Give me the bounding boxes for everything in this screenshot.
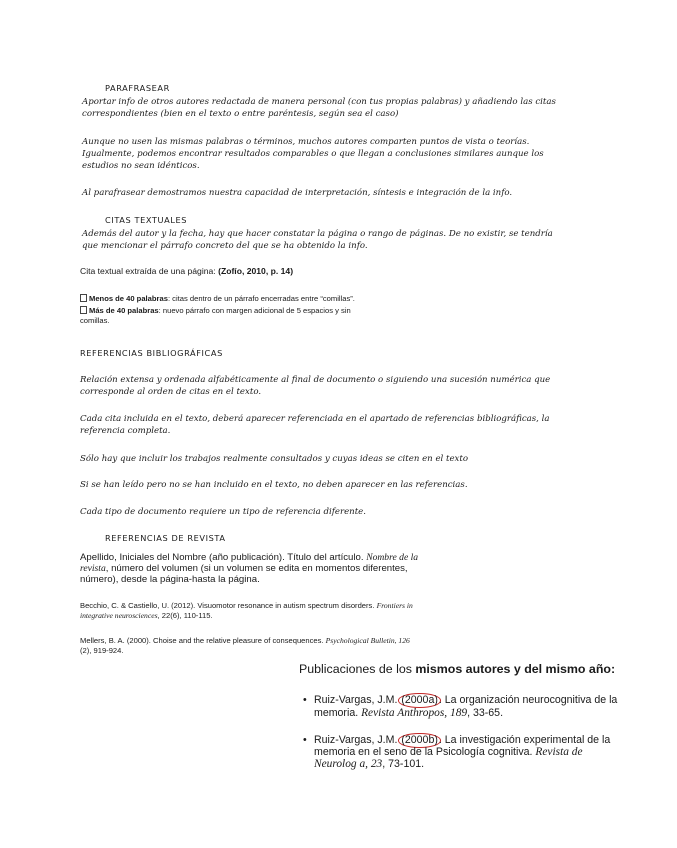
same-author-item2-line3 [314,758,424,771]
revista-heading: REFERENCIAS DE REVISTA [105,533,226,543]
ref2-journal: Psychological Bulletin, 126 [325,636,410,645]
referencias-p1-line1: Relación extensa y ordenada alfabéticamente al final de documento o siguiendo una sucesión numérica que [80,375,551,385]
bullet-2: • [303,734,307,746]
parafrasear-p1-line2: correspondientes (bien en el texto o entre paréntesis, según sea el caso) [82,109,399,119]
bullet-over-40-bold: Más de 40 palabras [89,306,159,315]
bullet-over-40 [80,306,351,315]
citation-example-label: Cita textual extraída de una página: [80,266,219,276]
bullet-under-40 [80,294,355,303]
item2-year-circled: (2000b) [398,733,441,748]
same-author-item2-line1 [314,734,610,747]
bullet-over-40-text: : nuevo párrafo con margen adicional de 5 espacios y sin [158,306,351,315]
item2-author: Ruiz-Vargas, J.M. [314,734,401,746]
referencias-p2-line1: Cada cita incluida en el texto, deberá aparecer referenciada en el apartado de referencias bibliográficas, la [80,414,550,424]
checkbox-glyph-icon [80,306,87,314]
item2-journal: Revista de [535,746,583,758]
same-author-item2-line2 [314,746,583,759]
item2-journal-cont: Neurolog a, 23 [314,758,383,770]
referencias-heading: REFERENCIAS BIBLIOGRÁFICAS [80,348,223,358]
citation-example [80,266,293,277]
item1-title: . La organización neurocognitiva de la [438,694,618,706]
reference-example-1-line1 [80,601,413,610]
item1-title-cont: memoria. [314,707,362,719]
citas-p1-line1: Además del autor y la fecha, hay que hacer constatar la página o rango de páginas. De no existir, se tendría [82,229,553,239]
journal-format-line1 [80,552,418,563]
journal-format-line3: número), desde la página-hasta la página. [80,574,260,585]
item1-author: Ruiz-Vargas, J.M. [314,694,401,706]
same-author-title-plain: Publicaciones de los [299,662,416,676]
referencias-p5: Cada tipo de documento requiere un tipo de referencia diferente. [80,507,366,517]
ref1-volume: , 22(6), 110-115. [157,611,213,620]
ref2-text: Mellers, B. A. (2000). Choise and the relative pleasure of consequences. [80,636,326,645]
journal-format-text: Apellido, Iniciales del Nombre (año publicación). Título del artículo. [80,552,367,563]
journal-format-line2 [80,563,408,574]
parafrasear-heading: PARAFRASEAR [105,83,170,93]
parafrasear-p2-line1: Aunque no usen las mismas palabras o términos, muchos autores comparten puntos de vista o teorías. [82,137,530,147]
bullet-under-40-bold: Menos de 40 palabras [89,294,168,303]
referencias-p4: Si se han leído pero no se han incluido en el texto, no deben aparecer en las referencias. [80,480,468,490]
item2-title: . La investigación experimental de la [438,734,611,746]
citas-heading: CITAS TEXTUALES [105,215,188,225]
citas-p1-line2: que mencionar el párrafo concreto del que se ha obtenido la info. [82,241,368,251]
same-author-title-bold: mismos autores y del mismo año: [415,662,616,676]
ref1-journal: Frontiers in [376,601,413,610]
same-author-title [299,662,615,676]
referencias-p3: Sólo hay que incluir los trabajos realmente consultados y cuyas ideas se citen en el texto [80,454,469,464]
bullet-under-40-text: : citas dentro de un párrafo encerradas entre “comillas”. [167,294,355,303]
item2-pages: , 73-101. [382,758,425,770]
bullet-1: • [303,694,307,706]
journal-format-revista: revista [80,563,106,574]
referencias-p1-line2: corresponde al orden de citas en el texto. [80,387,262,397]
reference-example-2-line2: (2), 919-924. [80,646,124,655]
same-author-item1-line1 [314,694,617,707]
journal-format-journal-name: Nombre de la [366,552,419,563]
citation-example-value: (Zofío, 2010, p. 14) [218,266,294,276]
reference-example-1-line2 [80,611,213,620]
item1-journal: Revista Anthropos, 189 [361,707,468,719]
ref1-journal-cont: integrative neurosciences [80,611,158,620]
bullet-over-40-line2: comillas. [80,316,110,325]
journal-format-volume: , número del volumen (si un volumen se edita en momentos diferentes, [105,563,408,574]
same-author-item1-line2 [314,707,503,720]
checkbox-glyph-icon [80,294,87,302]
item2-title-cont: memoria en el seno de la Psicología cognitiva. [314,746,536,758]
ref1-text: Becchio, C. & Castiello, U. (2012). Visuomotor resonance in autism spectrum disorders. [80,601,377,610]
parafrasear-p2-line2: Igualmente, podemos encontrar resultados comparables o que llegan a conclusiones similares aunque los [82,149,544,159]
item1-pages: , 33-65. [467,707,504,719]
parafrasear-p3: Al parafrasear demostramos nuestra capacidad de interpretación, síntesis e integración de la info. [82,188,513,198]
referencias-p2-line2: referencia completa. [80,426,171,436]
parafrasear-p2-line3: estudios no sean idénticos. [82,161,200,171]
parafrasear-p1-line1: Aportar info de otros autores redactada de manera personal (con tus propias palabras) y añadiendo las citas [82,97,556,107]
reference-example-2-line1 [80,636,410,645]
item1-year-circled: (2000a) [398,693,441,708]
